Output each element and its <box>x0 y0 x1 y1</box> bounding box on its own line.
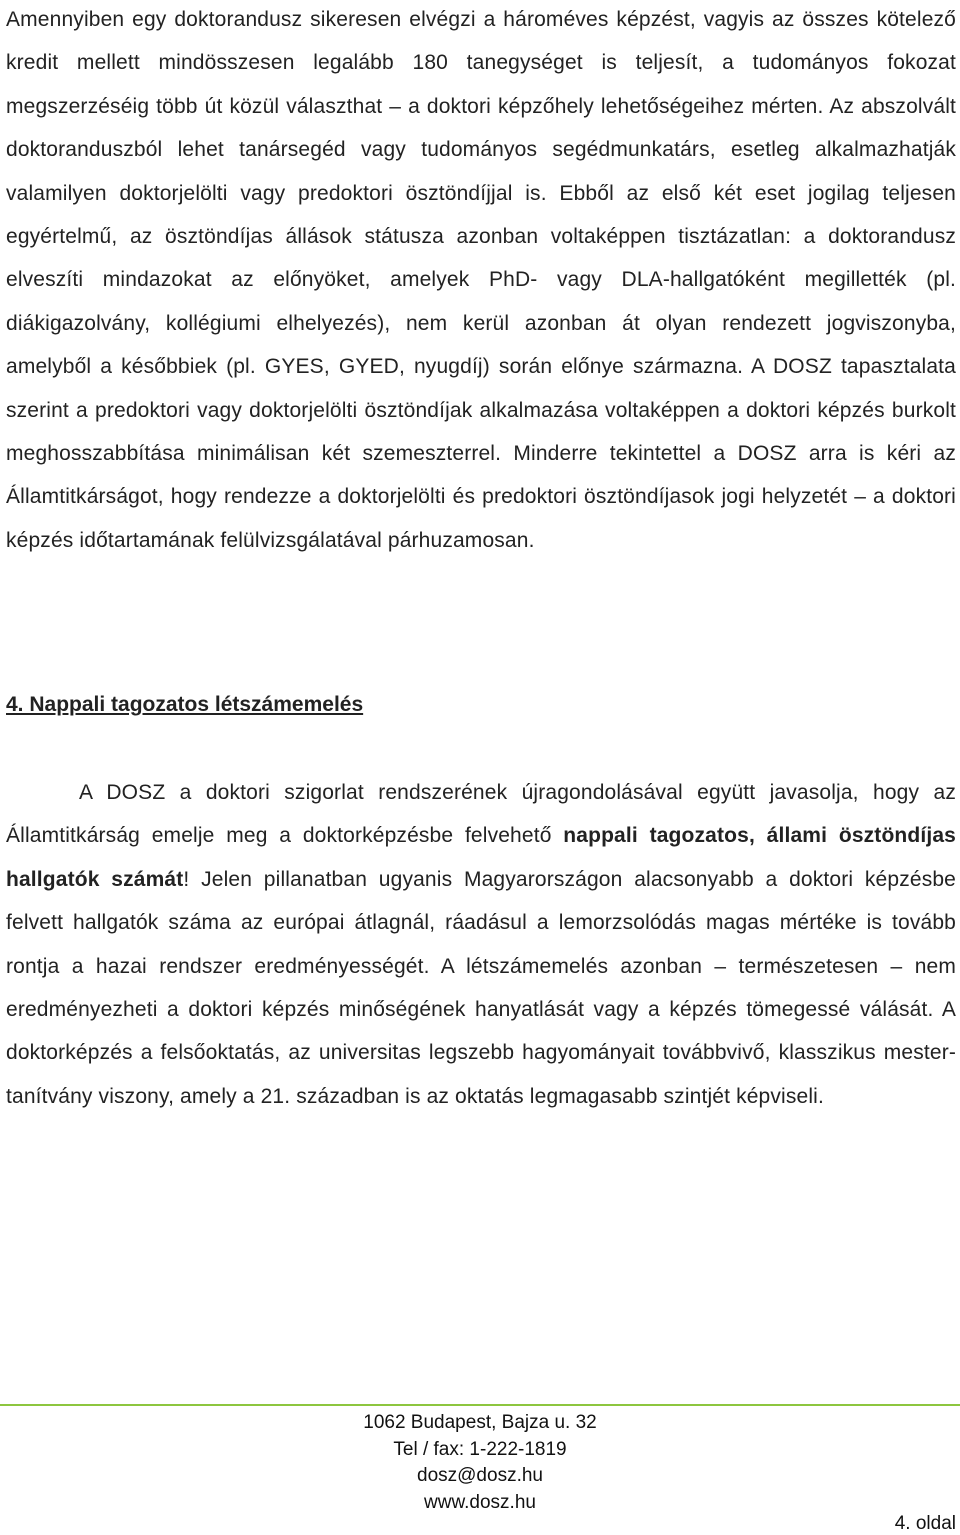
paragraph-doctoral-candidates: Amennyiben egy doktorandusz sikeresen elvégzi a hároméves képzést, vagyis az összes kötelező kredit mellett mindösszesen legalább 180 tanegységet is teljesít, a tudományos fokozat megszerzéséig több út közül választhat – a doktori képzőhely lehetőségeihez mérten. Az abszolvált doktoranduszból lehet tanársegéd vagy tudományos segédmunkatárs, esetleg alkalmazhatják valamilyen doktorjelölti vagy predoktori ösztöndíjjal is. Ebből az első két eset jogilag teljesen egyértelmű, az ösztöndíjas állások státusza azonban voltaképpen tisztázatlan: a doktorandusz elveszíti mindazokat az előnyöket, amelyek PhD- vagy DLA-hallgatóként megillették (pl. diákigazolvány, kollégiumi elhelyezés), nem kerül azonban át olyan rendezett jogviszonyba, amelyből a későbbiek (pl. GYES, GYED, nyugdíj) során előnye származna. A DOSZ tapasztalata szerint a predoktori vagy doktorjelölti ösztöndíjak alkalmazása voltaképpen a doktori képzés burkolt meghosszabbítása minimálisan két szemeszterrel. Minderre tekintettel a DOSZ arra is kéri az Államtitkárságot, hogy rendezze a doktorjelölti és predoktori ösztöndíjasok jogi helyzetét – a doktori képzés időtartamának felülvizsgálatával párhuzamosan. <box>6 8 956 552</box>
page-number: 4. oldal <box>894 1513 956 1534</box>
paragraph-bold-emphasis: nappali tagozatos, állami ösztöndíjas hallgatók számát <box>6 824 957 891</box>
footer-email[interactable]: dosz@dosz.hu <box>417 1465 543 1486</box>
paragraph-enrollment-increase <box>6 771 956 1118</box>
footer-divider-line <box>0 1404 960 1406</box>
footer-address: 1062 Budapest, Bajza u. 32 <box>363 1412 597 1433</box>
footer-contact-block <box>0 1410 960 1516</box>
paragraph-text-part-1: A DOSZ a doktori szigorlat rendszerének újragondolásával együtt javasolja, hogy az Államtitkárság emelje meg a doktorképzésbe felvehető <box>6 781 956 848</box>
section-heading-enrollment-increase: 4. Nappali tagozatos létszámemelés <box>6 693 364 716</box>
footer-website[interactable]: www.dosz.hu <box>424 1491 536 1513</box>
footer-phone: Tel / fax: 1-222-1819 <box>393 1438 567 1460</box>
paragraph-text-part-2: ! Jelen pillanatban ugyanis Magyarországon alacsonyabb a doktori képzésbe felvett hallgatók száma az európai átlagnál, ráadásul a lemorzsolódás magas mértéke is tovább rontja a hazai rendszer eredményességét. A létszámemelés azonban – természetesen – nem eredményezheti a doktori képzés minőségének hanyatlását vagy a képzés tömegessé válását. A doktorképzés a felsőoktatás, az universitas legszebb hagyományait továbbvivő, klasszikus mester-tanítvány viszony, amely a 21. században is az oktatás legmagasabb szintjét képviseli. <box>6 867 957 1108</box>
